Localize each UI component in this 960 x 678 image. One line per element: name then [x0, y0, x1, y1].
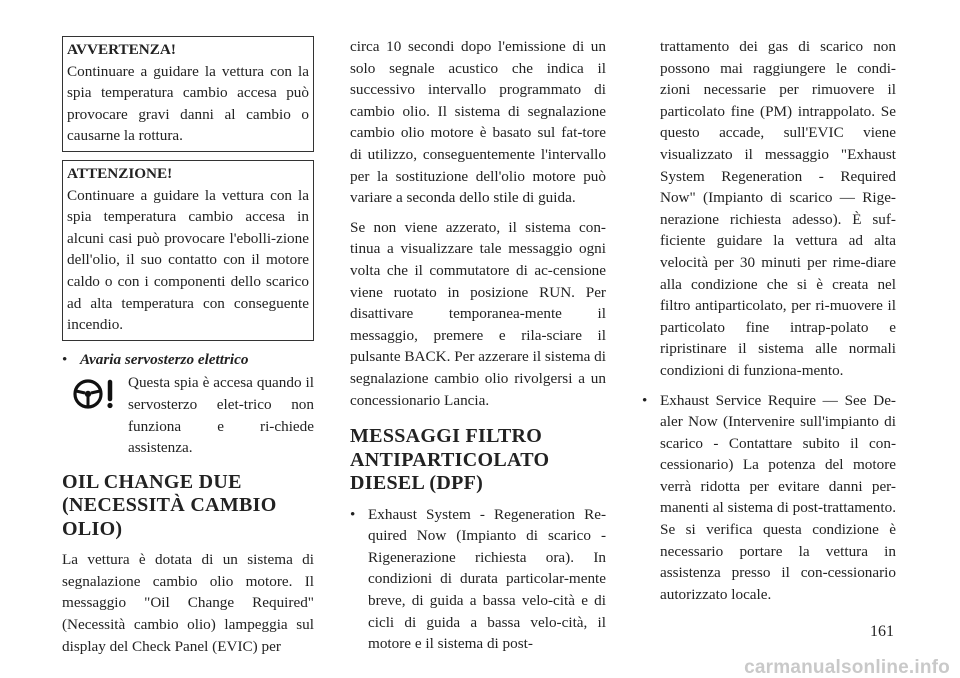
column-right	[642, 36, 896, 613]
bullet-item-service	[642, 390, 896, 606]
bullet-title: Avaria servosterzo elettrico	[80, 350, 249, 368]
watermark: carmanualsonline.info	[744, 657, 950, 678]
bullet-item-regeneration	[350, 504, 606, 655]
warning-box-attenzione	[62, 160, 314, 341]
section-heading-dpf: MESSAGGI FILTRO ANTIPARTICOLATO DIESEL (DPF)	[350, 425, 550, 495]
warning-text: Continuare a guidare la vettura con la spia temperatura cambio accesa può provocare gravi danni al cambio o causarne la rottura.	[67, 62, 309, 145]
paragraph: circa 10 secondi dopo l'emissione di un solo segnale acustico che indica il successivo intervallo programmato di cambio olio. Il sistema di segnalazione cambio olio motore è basato sul fat-tore di utilizzo, conseguentemente l'intervallo per la sostituzione dell'olio motore può variare a seconda dello stile di guida.	[350, 38, 606, 207]
bullet-dot: •	[642, 391, 648, 409]
bullet-continuation	[642, 36, 896, 382]
warning-title: ATTENZIONE!	[67, 164, 173, 182]
warning-text: Continuare a guidare la vettura con la spia temperatura cambio accesa in alcuni casi può provocare l'ebolli-zione dell'olio, il suo contatto con il motore caldo o con i componenti dello scarico ad alta temperatura con conseguente incendio.	[67, 186, 309, 334]
paragraph: trattamento dei gas di scarico non possono mai raggiungere le condi-zioni necessarie per rimuovere il particolato fine (PM) intrappolato. Se questo accade, sull'EVIC viene visualizzato il messaggio "Exhaust System Regeneration - Required Now" (Impianto di scarico — Rige-nerazione richiesta adesso). È suf-ficiente guidare la vettura ad alta velocità per 30 minuti per rime-diare alla condizione che si è creata nel filtro antiparticolato, per ri-muovere il particolato fine intrap-polato e ripristinare il sistema alle normali condizioni di funziona-mento.	[660, 38, 896, 379]
paragraph: Se non viene azzerato, il sistema con-tinua a visualizzare tale messaggio ogni volta che il commutatore di ac-censione viene ruotato in posizione RUN. Per disattivare temporanea-mente il messaggio, premere e rila-sciare il pulsante BACK. Per azzerare il sistema di segnalazione cambio olio rivolgersi a un concessionario Lancia.	[350, 218, 606, 409]
bullet-text: Exhaust System - Regeneration Re-quired Now (Impianto di scarico - Rigenerazione richiesta ora). In condizioni di durata particolar-mente breve, di guida a bassa velo-cità e di cicli di guida a bassa velo-cità, il motore e il sistema di post-	[368, 505, 606, 653]
paragraph: La vettura è dotata di un sistema di segnalazione cambio olio motore. Il messaggio "Oil Change Required" (Necessità cambio olio) lampeggia sul display del Check Panel (EVIC) per	[62, 551, 314, 655]
page-number: 161	[870, 623, 894, 640]
steering-wheel-exclamation-icon	[62, 372, 128, 410]
bullet-text: Questa spia è accesa quando il servosterzo elet-trico non funziona e ri-chiede assistenza.	[128, 374, 314, 457]
warning-box-avvertenza	[62, 36, 314, 152]
bullet-text: Exhaust Service Require — See De-aler Now (Intervenire sull'impianto di scarico - Contattare subito il con-cessionario) La potenza del motore verrà ridotta per evitare danni per-manenti al sistema di post-trattamento. Se si verifica questa condizione è necessario portare la vettura in assistenza presso il con-cessionario autorizzato locale.	[660, 391, 896, 603]
warning-light-description	[62, 372, 314, 458]
bullet-dot: •	[350, 505, 356, 523]
column-middle	[350, 36, 606, 663]
column-left	[62, 36, 314, 657]
bullet-item-servosterzo	[62, 349, 314, 371]
bullet-dot: •	[62, 350, 68, 368]
section-heading-oil-change: OIL CHANGE DUE (NECESSITÀ CAMBIO OLIO)	[62, 470, 277, 540]
warning-title: AVVERTENZA!	[67, 41, 176, 58]
